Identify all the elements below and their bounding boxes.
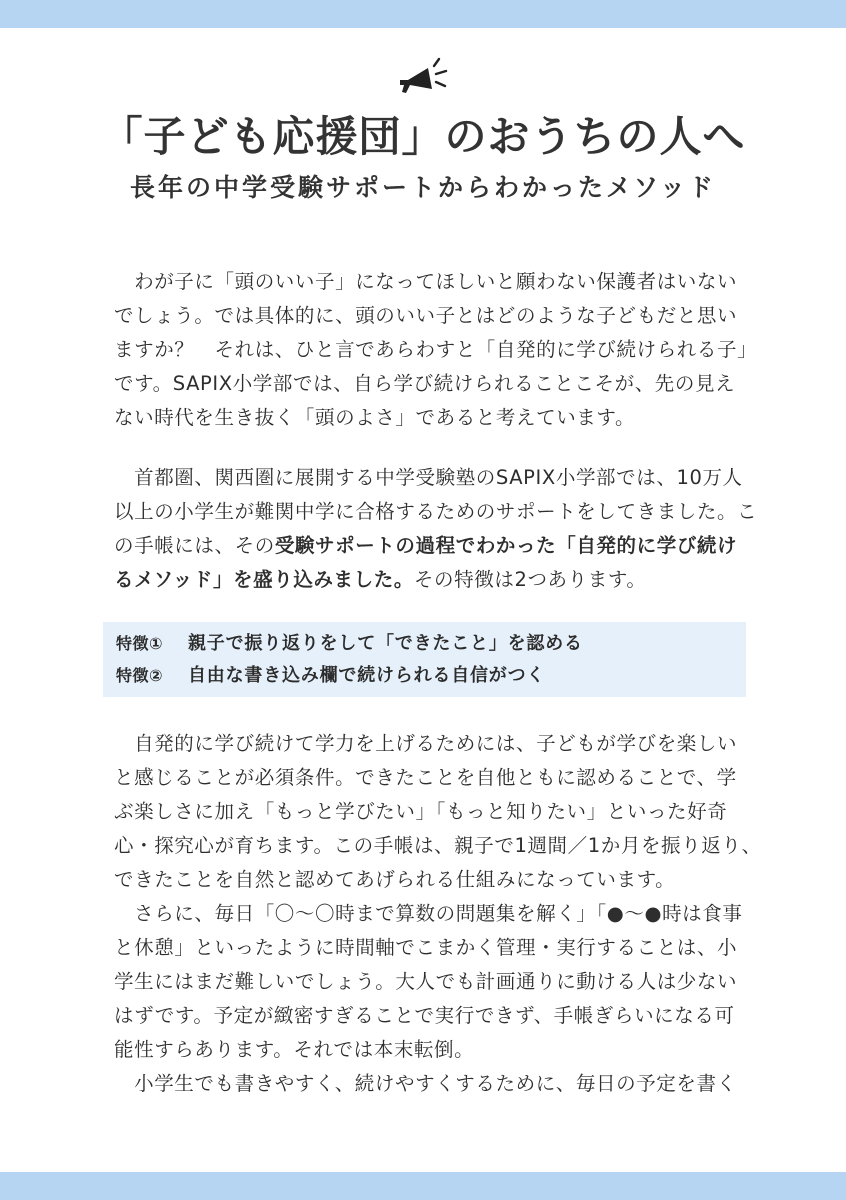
text-line: ますか？ それは、ひと言であらわすと「自発的に学び続けられる子」	[114, 338, 758, 361]
feature-text: 自由な書き込み欄で続けられる自信がつく	[188, 665, 546, 686]
feature-item	[116, 629, 583, 659]
text-line: です。SAPIX小学部では、自ら学び続けられることこそが、先の見え	[114, 372, 736, 395]
intro-paragraph	[114, 265, 758, 435]
text-line: 小学生でも書きやすく、続けやすくするために、毎日の予定を書く	[114, 1072, 737, 1095]
text-line: と感じることが必須条件。できたことを自他ともに認めることで、学	[114, 766, 737, 789]
text-line: できたことを自然と認めてあげられる仕組みになっています。	[114, 868, 676, 891]
text-line: 首都圏、関西圏に展開する中学受験塾のSAPIX小学部では、10万人	[114, 466, 743, 489]
text-line	[114, 529, 744, 563]
feature-label: 特徴①	[116, 634, 164, 653]
text-line: 自発的に学び続けて学力を上げるためには、子どもが学びを楽しい	[114, 732, 738, 755]
top-color-band	[0, 0, 846, 28]
feature-item	[116, 661, 545, 691]
text-line: わが子に「頭のいい子」になってほしいと願わない保護者はいない	[114, 270, 738, 293]
text-line: 能性すらあります。それでは本末転倒。	[114, 1038, 475, 1061]
text-line: 心・探究心が育ちます。この手帳は、親子で1週間／1か月を振り返り、	[114, 834, 762, 857]
features-box	[103, 622, 746, 697]
text-plain: の手帳には、その	[114, 534, 275, 557]
megaphone-icon	[398, 56, 452, 96]
text-plain: その特徴は2つあります。	[413, 568, 647, 591]
text-line: はずです。予定が緻密すぎることで実行できず、手帳ぎらいになる可	[114, 1004, 735, 1027]
text-line: 以上の小学生が難関中学に合格するためのサポートをしてきました。こ	[114, 500, 758, 523]
text-line: 学生にはまだ難しいでしょう。大人でも計画通りに動ける人は少ない	[114, 970, 738, 993]
feature-label: 特徴②	[116, 666, 164, 685]
text-emphasis: るメソッド」を盛り込みました。	[114, 568, 414, 591]
text-line: ぶ楽しさに加え「もっと学びたい」「もっと知りたい」といった好奇	[114, 800, 728, 823]
method-paragraph	[114, 727, 762, 1101]
text-line: でしょう。では具体的に、頭のいい子とはどのような子どもだと思い	[114, 304, 738, 327]
text-emphasis: 受験サポートの過程でわかった「自発的に学び続け	[274, 534, 738, 557]
text-line: と休憩」といったように時間軸でこまかく管理・実行することは、小	[114, 936, 738, 959]
text-line	[114, 563, 744, 597]
feature-text: 親子で振り返りをして「できたこと」を認める	[188, 633, 583, 654]
page-subtitle: 長年の中学受験サポートからわかったメソッド	[129, 173, 716, 202]
text-line: ない時代を生き抜く「頭のよさ」であると考えています。	[114, 406, 636, 429]
page-title: 「子ども応援団」のおうちの人へ	[100, 112, 746, 161]
bottom-color-band	[0, 1172, 846, 1200]
background-paragraph	[114, 461, 758, 597]
text-line: さらに、毎日「〇〜〇時まで算数の問題集を解く」「●〜●時は食事	[114, 902, 743, 925]
